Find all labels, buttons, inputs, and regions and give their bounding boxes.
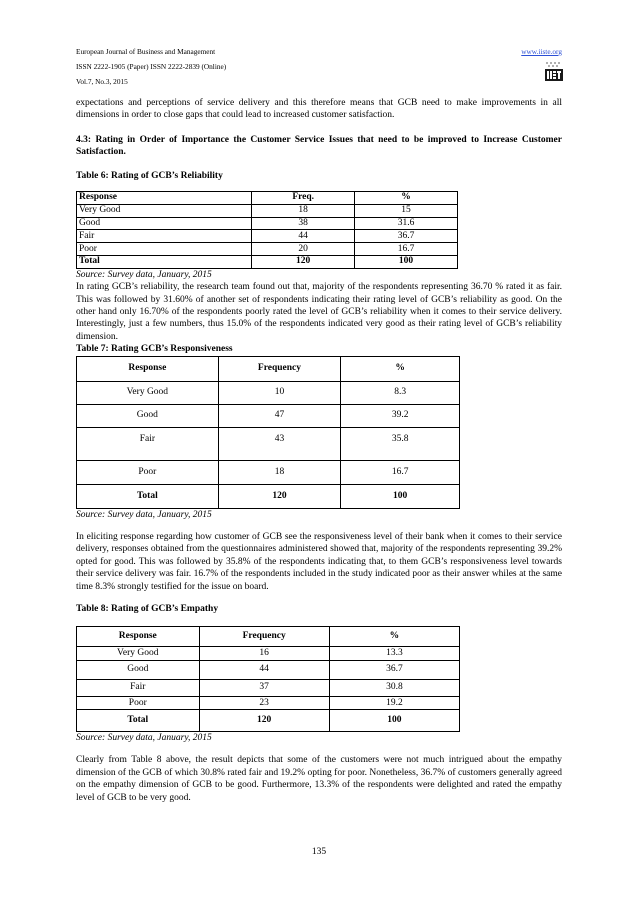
table-cell: Poor [77, 460, 219, 484]
table-cell: 47 [218, 404, 341, 427]
table-cell: 44 [199, 660, 329, 679]
journal-url-link[interactable]: www.iiste.org [521, 47, 562, 56]
table-total-row [77, 484, 460, 508]
table-cell: 16 [199, 646, 329, 660]
table-cell: Good [77, 404, 219, 427]
table-row [77, 404, 460, 427]
table8-source: Source: Survey data, January, 2015 [76, 732, 212, 743]
table-header: Response [77, 356, 219, 381]
table-cell: 10 [218, 381, 341, 404]
table-header: Frequency [218, 356, 341, 381]
table-header: Response [77, 626, 200, 646]
table-cell: Very Good [77, 381, 219, 404]
table-cell: 8.3 [341, 381, 460, 404]
table7-responsiveness [76, 356, 460, 509]
table6-reliability [76, 191, 458, 269]
empathy-paragraph: Clearly from Table 8 above, the result depicts that some of the customers were not much intrigued about the empathy dimension of the GCB of which 30.8% rated fair and 19.2% opting for poor. Nonetheless, 36.7% of customers generally agreed on the empathy dimension of GCB to be good. Furthermore, 13.3% of the respondents were delighted and rated the empathy level of GCB to be very good. [76, 755, 562, 803]
table-row [77, 204, 458, 217]
table-cell: Total [77, 484, 219, 508]
table7-caption: Table 7: Rating GCB’s Responsiveness [76, 344, 233, 355]
table-cell: 120 [199, 709, 329, 731]
table-cell: 100 [329, 709, 459, 731]
reliability-paragraph: In rating GCB’s reliability, the research team found out that, majority of the respondents representing 36.70 % rated it as fair. This was followed by 31.60% of another set of respondents indicating their rating level of GCB’s reliability as good. On the other hand only 16.70% of the respondents poorly rated the level of GCB’s reliability when it comes to their service delivery. Interestingly, just a few numbers, thus 15.0% of the respondents indicated very good as their rating level of GCB’s reliability dimension. [76, 282, 562, 342]
table-cell: Good [77, 660, 200, 679]
table-cell: Fair [77, 230, 252, 243]
table-cell: 100 [355, 256, 458, 269]
table7-source: Source: Survey data, January, 2015 [76, 509, 212, 520]
table-cell: 120 [218, 484, 341, 508]
journal-volume: Vol.7, No.3, 2015 [76, 77, 128, 86]
table-cell: 19.2 [329, 696, 459, 709]
table-cell: 18 [252, 204, 355, 217]
table-row [77, 243, 458, 256]
table-cell: 18 [218, 460, 341, 484]
table-header: Response [77, 192, 252, 205]
table-cell: Total [77, 709, 200, 731]
table-cell: 20 [252, 243, 355, 256]
table-cell: Very Good [77, 204, 252, 217]
table-cell: 36.7 [329, 660, 459, 679]
table-cell: Poor [77, 243, 252, 256]
table-cell: Fair [77, 679, 200, 696]
page-content [76, 97, 562, 804]
table-row [77, 460, 460, 484]
table8-caption: Table 8: Rating of GCB’s Empathy [76, 604, 219, 615]
table-row [77, 696, 460, 709]
table-cell: 23 [199, 696, 329, 709]
table-cell: 44 [252, 230, 355, 243]
section-heading: 4.3: Rating in Order of Importance the Customer Service Issues that need to be improved to Increase Customer Satisfaction. [76, 134, 562, 158]
table-cell: Fair [77, 427, 219, 460]
table-cell: 16.7 [341, 460, 460, 484]
table-row [77, 217, 458, 230]
intro-paragraph: expectations and perceptions of service delivery and this therefore means that GCB need to make improvements in all dimensions in order to close gaps that could lead to increased customer satisfaction. [76, 98, 562, 121]
table-row [77, 646, 460, 660]
table-cell: Poor [77, 696, 200, 709]
table-row [77, 230, 458, 243]
table-cell: 30.8 [329, 679, 459, 696]
table-cell: 36.7 [355, 230, 458, 243]
table-cell: Very Good [77, 646, 200, 660]
table-cell: 37 [199, 679, 329, 696]
table-cell: 39.2 [341, 404, 460, 427]
table-cell: 38 [252, 217, 355, 230]
table-total-row [77, 256, 458, 269]
table-cell: 15 [355, 204, 458, 217]
table-cell: 16.7 [355, 243, 458, 256]
table-cell: 35.8 [341, 427, 460, 460]
table-cell: 100 [341, 484, 460, 508]
iiste-logo [545, 61, 563, 81]
table-cell: 120 [252, 256, 355, 269]
table-cell: Good [77, 217, 252, 230]
table-cell: Total [77, 256, 252, 269]
journal-header [76, 47, 226, 92]
table-row [77, 427, 460, 460]
table-header: Frequency [199, 626, 329, 646]
table-row [77, 381, 460, 404]
table-row [77, 660, 460, 679]
table-header: % [329, 626, 459, 646]
table6-source: Source: Survey data, January, 2015 [76, 269, 212, 280]
table-cell: 13.3 [329, 646, 459, 660]
page-number: 135 [311, 847, 327, 857]
journal-issn: ISSN 2222-1905 (Paper) ISSN 2222-2839 (Online) [76, 62, 227, 71]
table-header: Freq. [252, 192, 355, 205]
table-header: % [341, 356, 460, 381]
table-header: % [355, 192, 458, 205]
responsiveness-paragraph: In eliciting response regarding how customer of GCB see the responsiveness level of their bank when it comes to their service delivery, responses obtained from the questionnaires administered showed that, majority of the respondents representing 39.2% opted for good. This was followed by 35.8% of the respondents indicating that, to them GCB’s responsiveness level towards their service delivery was fair. 16.7% of the respondents included in the study indicated poor as their answer whiles at the same time 8.3% strongly testified for the issue on board. [76, 532, 562, 592]
table8-empathy [76, 626, 460, 732]
table-row [77, 679, 460, 696]
table-cell: 31.6 [355, 217, 458, 230]
table-cell: 43 [218, 427, 341, 460]
table-total-row [77, 709, 460, 731]
table6-caption: Table 6: Rating of GCB’s Reliability [76, 170, 223, 181]
journal-title: European Journal of Business and Management [76, 47, 216, 56]
